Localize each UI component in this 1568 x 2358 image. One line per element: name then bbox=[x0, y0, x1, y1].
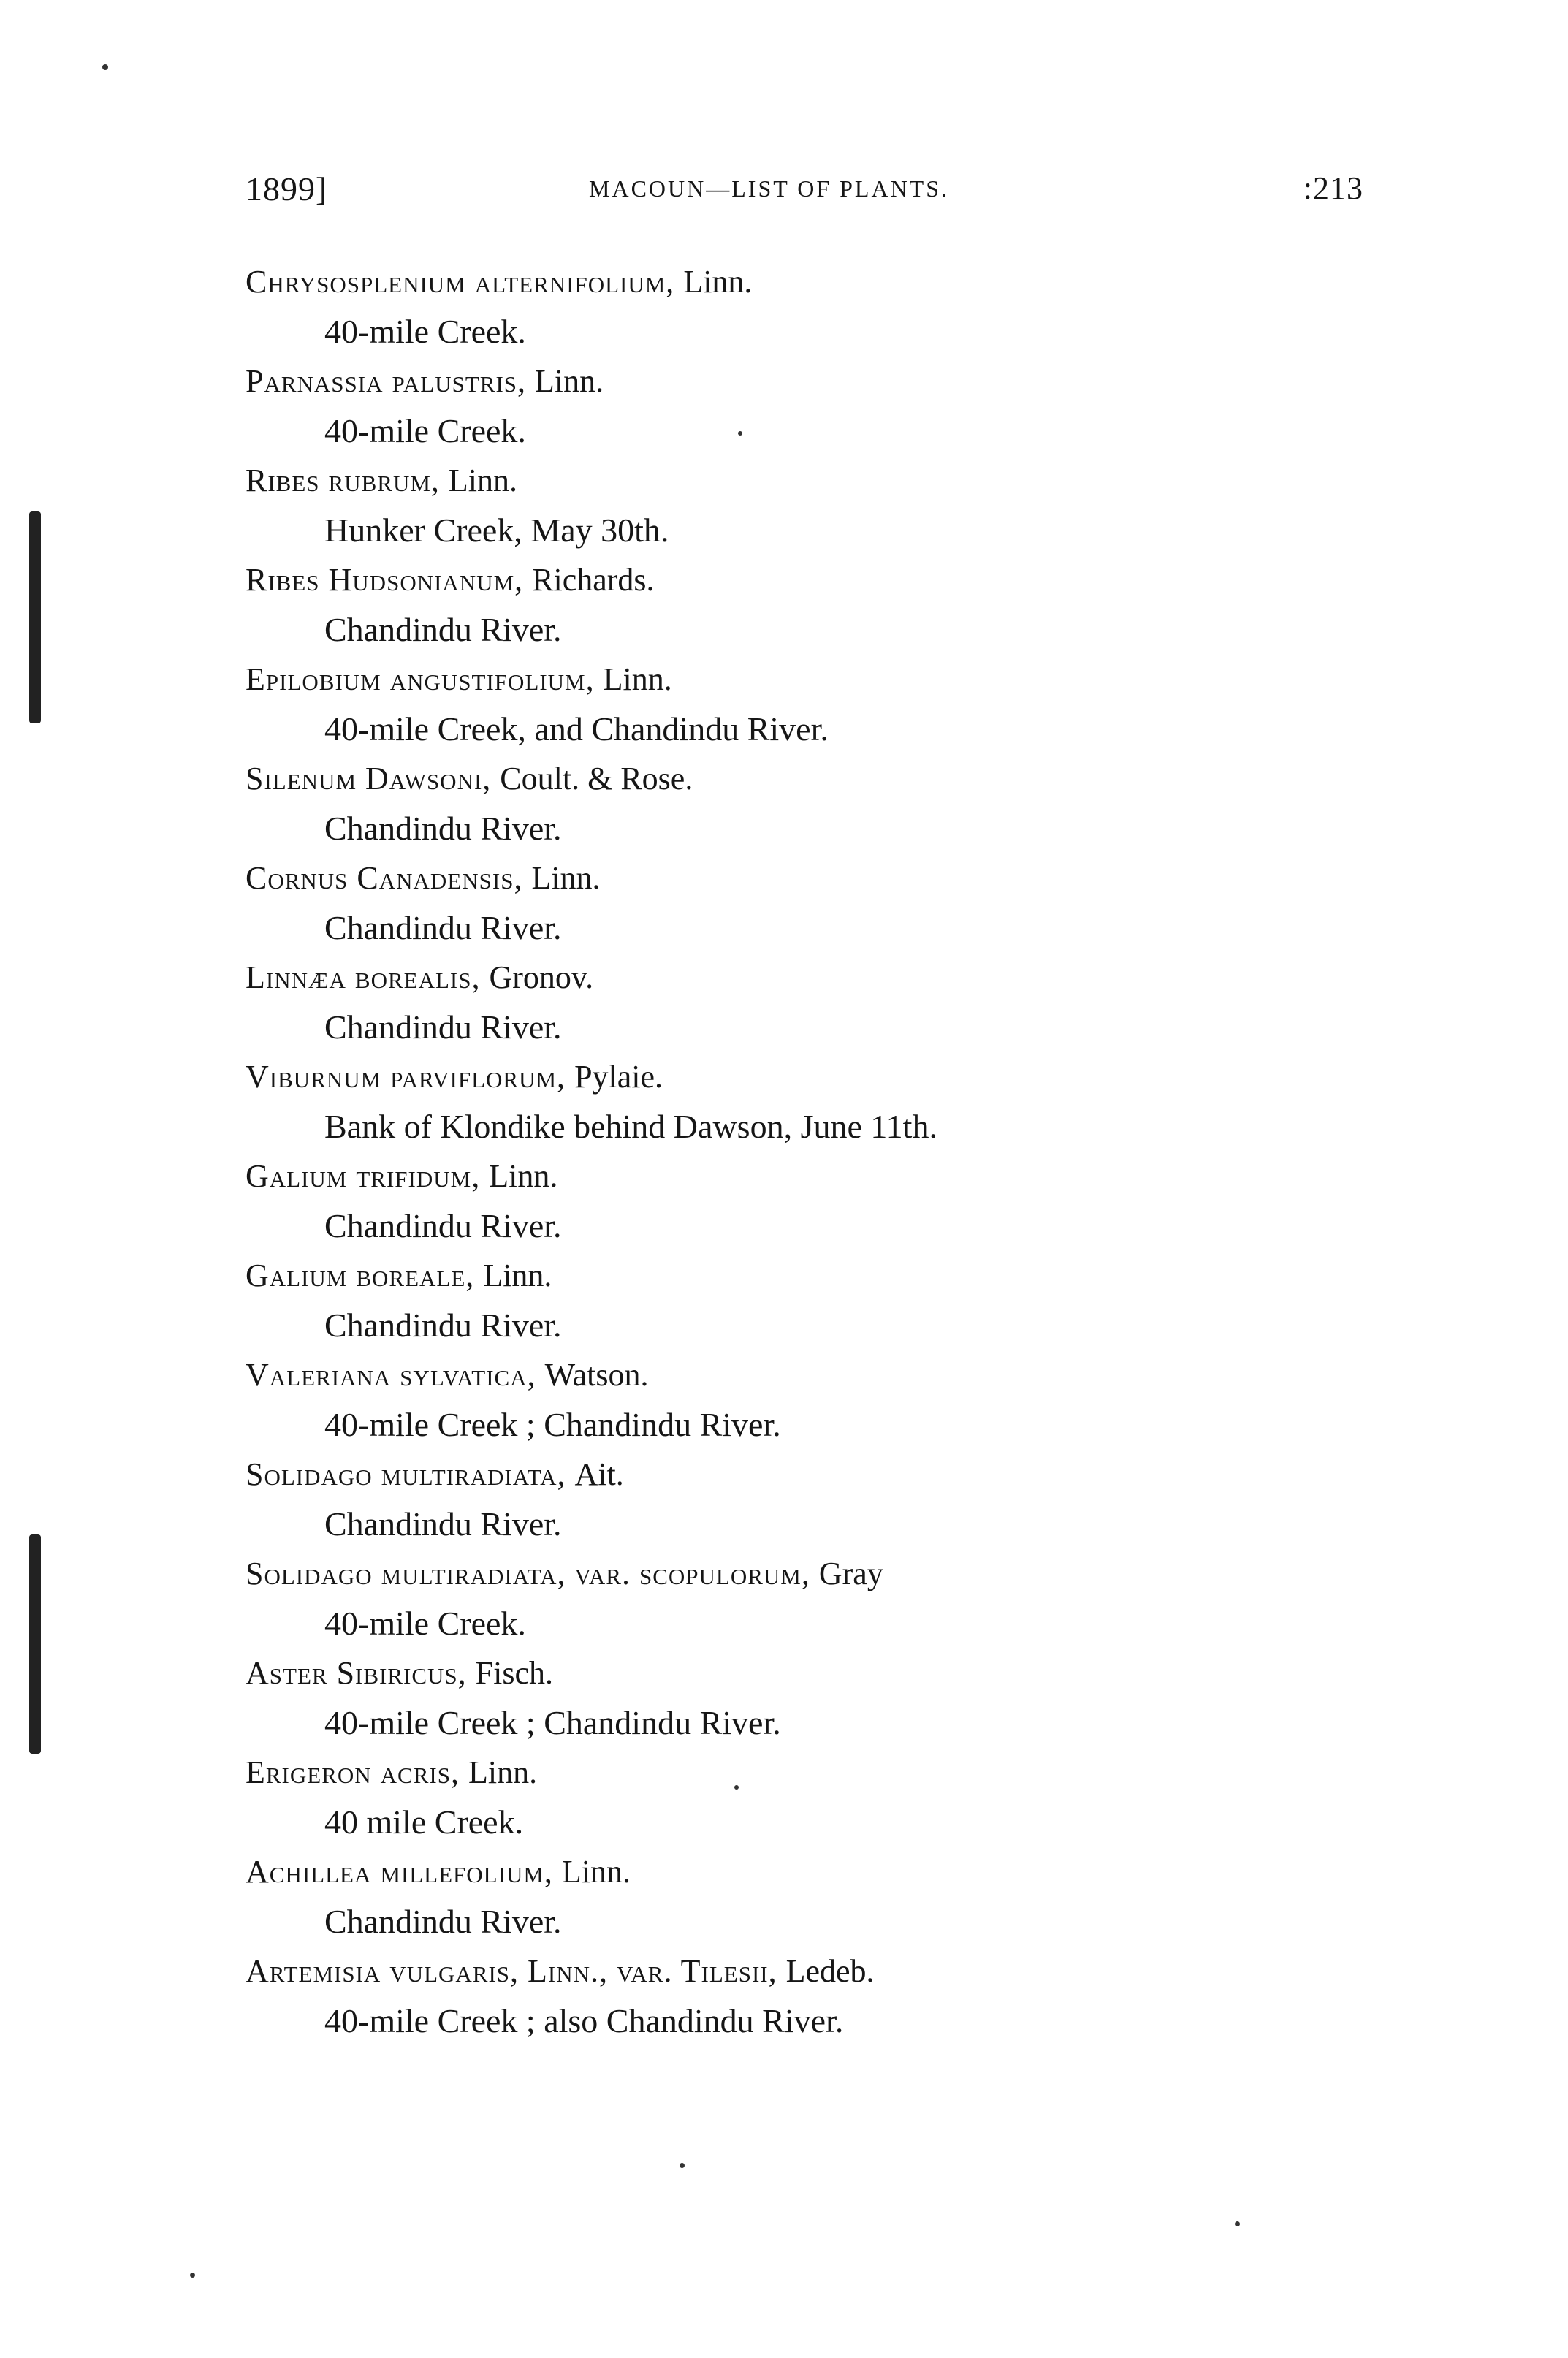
species-name: Valeriana sylvatica, bbox=[246, 1357, 536, 1393]
speck-dot bbox=[190, 2273, 195, 2278]
species-name: Aster Sibiricus, bbox=[246, 1655, 467, 1691]
page-number: :213 bbox=[1303, 170, 1363, 206]
plant-entry bbox=[246, 1648, 1385, 1748]
species-name: Epilobium angustifolium, bbox=[246, 661, 595, 697]
plant-entry bbox=[246, 754, 1385, 853]
species-line bbox=[246, 853, 1385, 903]
collection-locality: 40-mile Creek ; Chandindu River. bbox=[324, 1406, 781, 1443]
species-name: Cornus Canadensis, bbox=[246, 860, 523, 896]
species-authority: Richards. bbox=[532, 562, 655, 598]
plant-entry bbox=[246, 1847, 1385, 1947]
species-authority: Linn. bbox=[535, 363, 604, 399]
species-name: Viburnum parviflorum, bbox=[246, 1059, 566, 1095]
plant-entry bbox=[246, 456, 1385, 555]
species-authority: Ait. bbox=[574, 1456, 624, 1492]
species-authority: Linn. bbox=[683, 264, 753, 300]
species-authority: Linn. bbox=[603, 661, 672, 697]
species-line bbox=[246, 1052, 1385, 1102]
species-line bbox=[246, 1549, 1385, 1599]
species-authority: Linn. bbox=[468, 1754, 538, 1790]
species-line bbox=[246, 1152, 1385, 1201]
collection-locality: Chandindu River. bbox=[324, 810, 562, 847]
species-line bbox=[246, 555, 1385, 605]
species-authority: Fisch. bbox=[475, 1655, 554, 1691]
plant-entry bbox=[246, 1549, 1385, 1648]
plant-entry bbox=[246, 1152, 1385, 1251]
speck-dot bbox=[738, 431, 742, 436]
species-authority: Linn. bbox=[489, 1158, 558, 1194]
species-name: Silenum Dawsoni, bbox=[246, 761, 492, 796]
species-line bbox=[246, 1648, 1385, 1698]
plant-entry bbox=[246, 1251, 1385, 1350]
collection-locality: Bank of Klondike behind Dawson, June 11th. bbox=[324, 1108, 937, 1145]
species-name: Solidago multiradiata, bbox=[246, 1456, 566, 1492]
species-name: Chrysosplenium alternifolium, bbox=[246, 264, 675, 300]
species-authority: Linn. bbox=[483, 1258, 552, 1293]
collection-locality: Chandindu River. bbox=[324, 1008, 562, 1046]
species-name: Parnassia palustris, bbox=[246, 363, 527, 399]
species-authority: Linn. bbox=[448, 463, 518, 498]
collection-locality: 40 mile Creek. bbox=[324, 1803, 524, 1841]
speck-dot bbox=[734, 1785, 739, 1790]
margin-artifact-lower bbox=[29, 1534, 41, 1754]
species-line bbox=[246, 655, 1385, 704]
collection-locality: Chandindu River. bbox=[324, 1307, 562, 1344]
species-line bbox=[246, 357, 1385, 406]
species-name: Galium boreale, bbox=[246, 1258, 475, 1293]
header-title: MACOUN—LIST OF PLANTS. bbox=[589, 175, 950, 202]
collection-locality: Chandindu River. bbox=[324, 611, 562, 648]
collection-locality: 40-mile Creek. bbox=[324, 1605, 526, 1642]
plant-entry bbox=[246, 1450, 1385, 1549]
species-line bbox=[246, 754, 1385, 804]
species-line bbox=[246, 456, 1385, 506]
species-authority: Gronov. bbox=[489, 959, 594, 995]
species-line bbox=[246, 1251, 1385, 1301]
species-name: Erigeron acris, bbox=[246, 1754, 460, 1790]
plant-entry bbox=[246, 655, 1385, 754]
species-line bbox=[246, 1947, 1385, 1996]
species-name: Ribes rubrum, bbox=[246, 463, 440, 498]
collection-locality: 40-mile Creek. bbox=[324, 313, 526, 350]
plant-entry bbox=[246, 257, 1385, 357]
species-name: Ribes Hudsonianum, bbox=[246, 562, 524, 598]
collection-locality: 40-mile Creek, and Chandindu River. bbox=[324, 710, 829, 748]
plant-entry bbox=[246, 853, 1385, 953]
species-line bbox=[246, 1350, 1385, 1400]
species-line bbox=[246, 1450, 1385, 1499]
plant-entry bbox=[246, 1052, 1385, 1152]
collection-locality: Hunker Creek, May 30th. bbox=[324, 511, 669, 549]
margin-artifact-upper bbox=[29, 511, 41, 723]
species-name: Linnæa borealis, bbox=[246, 959, 481, 995]
plant-entry bbox=[246, 357, 1385, 456]
plant-entry bbox=[246, 1947, 1385, 2046]
collection-locality: Chandindu River. bbox=[324, 1903, 562, 1940]
collection-locality: Chandindu River. bbox=[324, 1207, 562, 1244]
species-authority: Ledeb. bbox=[785, 1953, 875, 1989]
species-authority: Pylaie. bbox=[574, 1059, 663, 1095]
species-line bbox=[246, 257, 1385, 307]
species-name: Solidago multiradiata, var. scopulorum, bbox=[246, 1556, 810, 1591]
species-name: Galium trifidum, bbox=[246, 1158, 481, 1194]
collection-locality: Chandindu River. bbox=[324, 1505, 562, 1543]
species-authority: Linn. bbox=[531, 860, 601, 896]
collection-locality: 40-mile Creek ; also Chandindu River. bbox=[324, 2002, 844, 2039]
plant-entry bbox=[246, 953, 1385, 1052]
speck-dot bbox=[1235, 2221, 1240, 2226]
header-year: 1899] bbox=[246, 170, 328, 208]
species-name: Artemisia vulgaris, Linn., var. Tilesii, bbox=[246, 1953, 777, 1989]
species-authority: Watson. bbox=[544, 1357, 649, 1393]
plant-entry bbox=[246, 555, 1385, 655]
speck-dot bbox=[102, 64, 108, 70]
plant-entry bbox=[246, 1350, 1385, 1450]
plant-list bbox=[246, 257, 1385, 2046]
species-authority: Linn. bbox=[561, 1854, 631, 1890]
species-line bbox=[246, 1748, 1385, 1798]
species-authority: Coult. & Rose. bbox=[500, 761, 693, 796]
species-line bbox=[246, 1847, 1385, 1897]
plant-entry bbox=[246, 1748, 1385, 1847]
species-line bbox=[246, 953, 1385, 1003]
collection-locality: 40-mile Creek ; Chandindu River. bbox=[324, 1704, 781, 1741]
running-header bbox=[246, 170, 1363, 221]
collection-locality: 40-mile Creek. bbox=[324, 412, 526, 449]
collection-locality: Chandindu River. bbox=[324, 909, 562, 946]
species-authority: Gray bbox=[818, 1556, 883, 1591]
speck-dot bbox=[680, 2163, 685, 2168]
species-name: Achillea millefolium, bbox=[246, 1854, 553, 1890]
